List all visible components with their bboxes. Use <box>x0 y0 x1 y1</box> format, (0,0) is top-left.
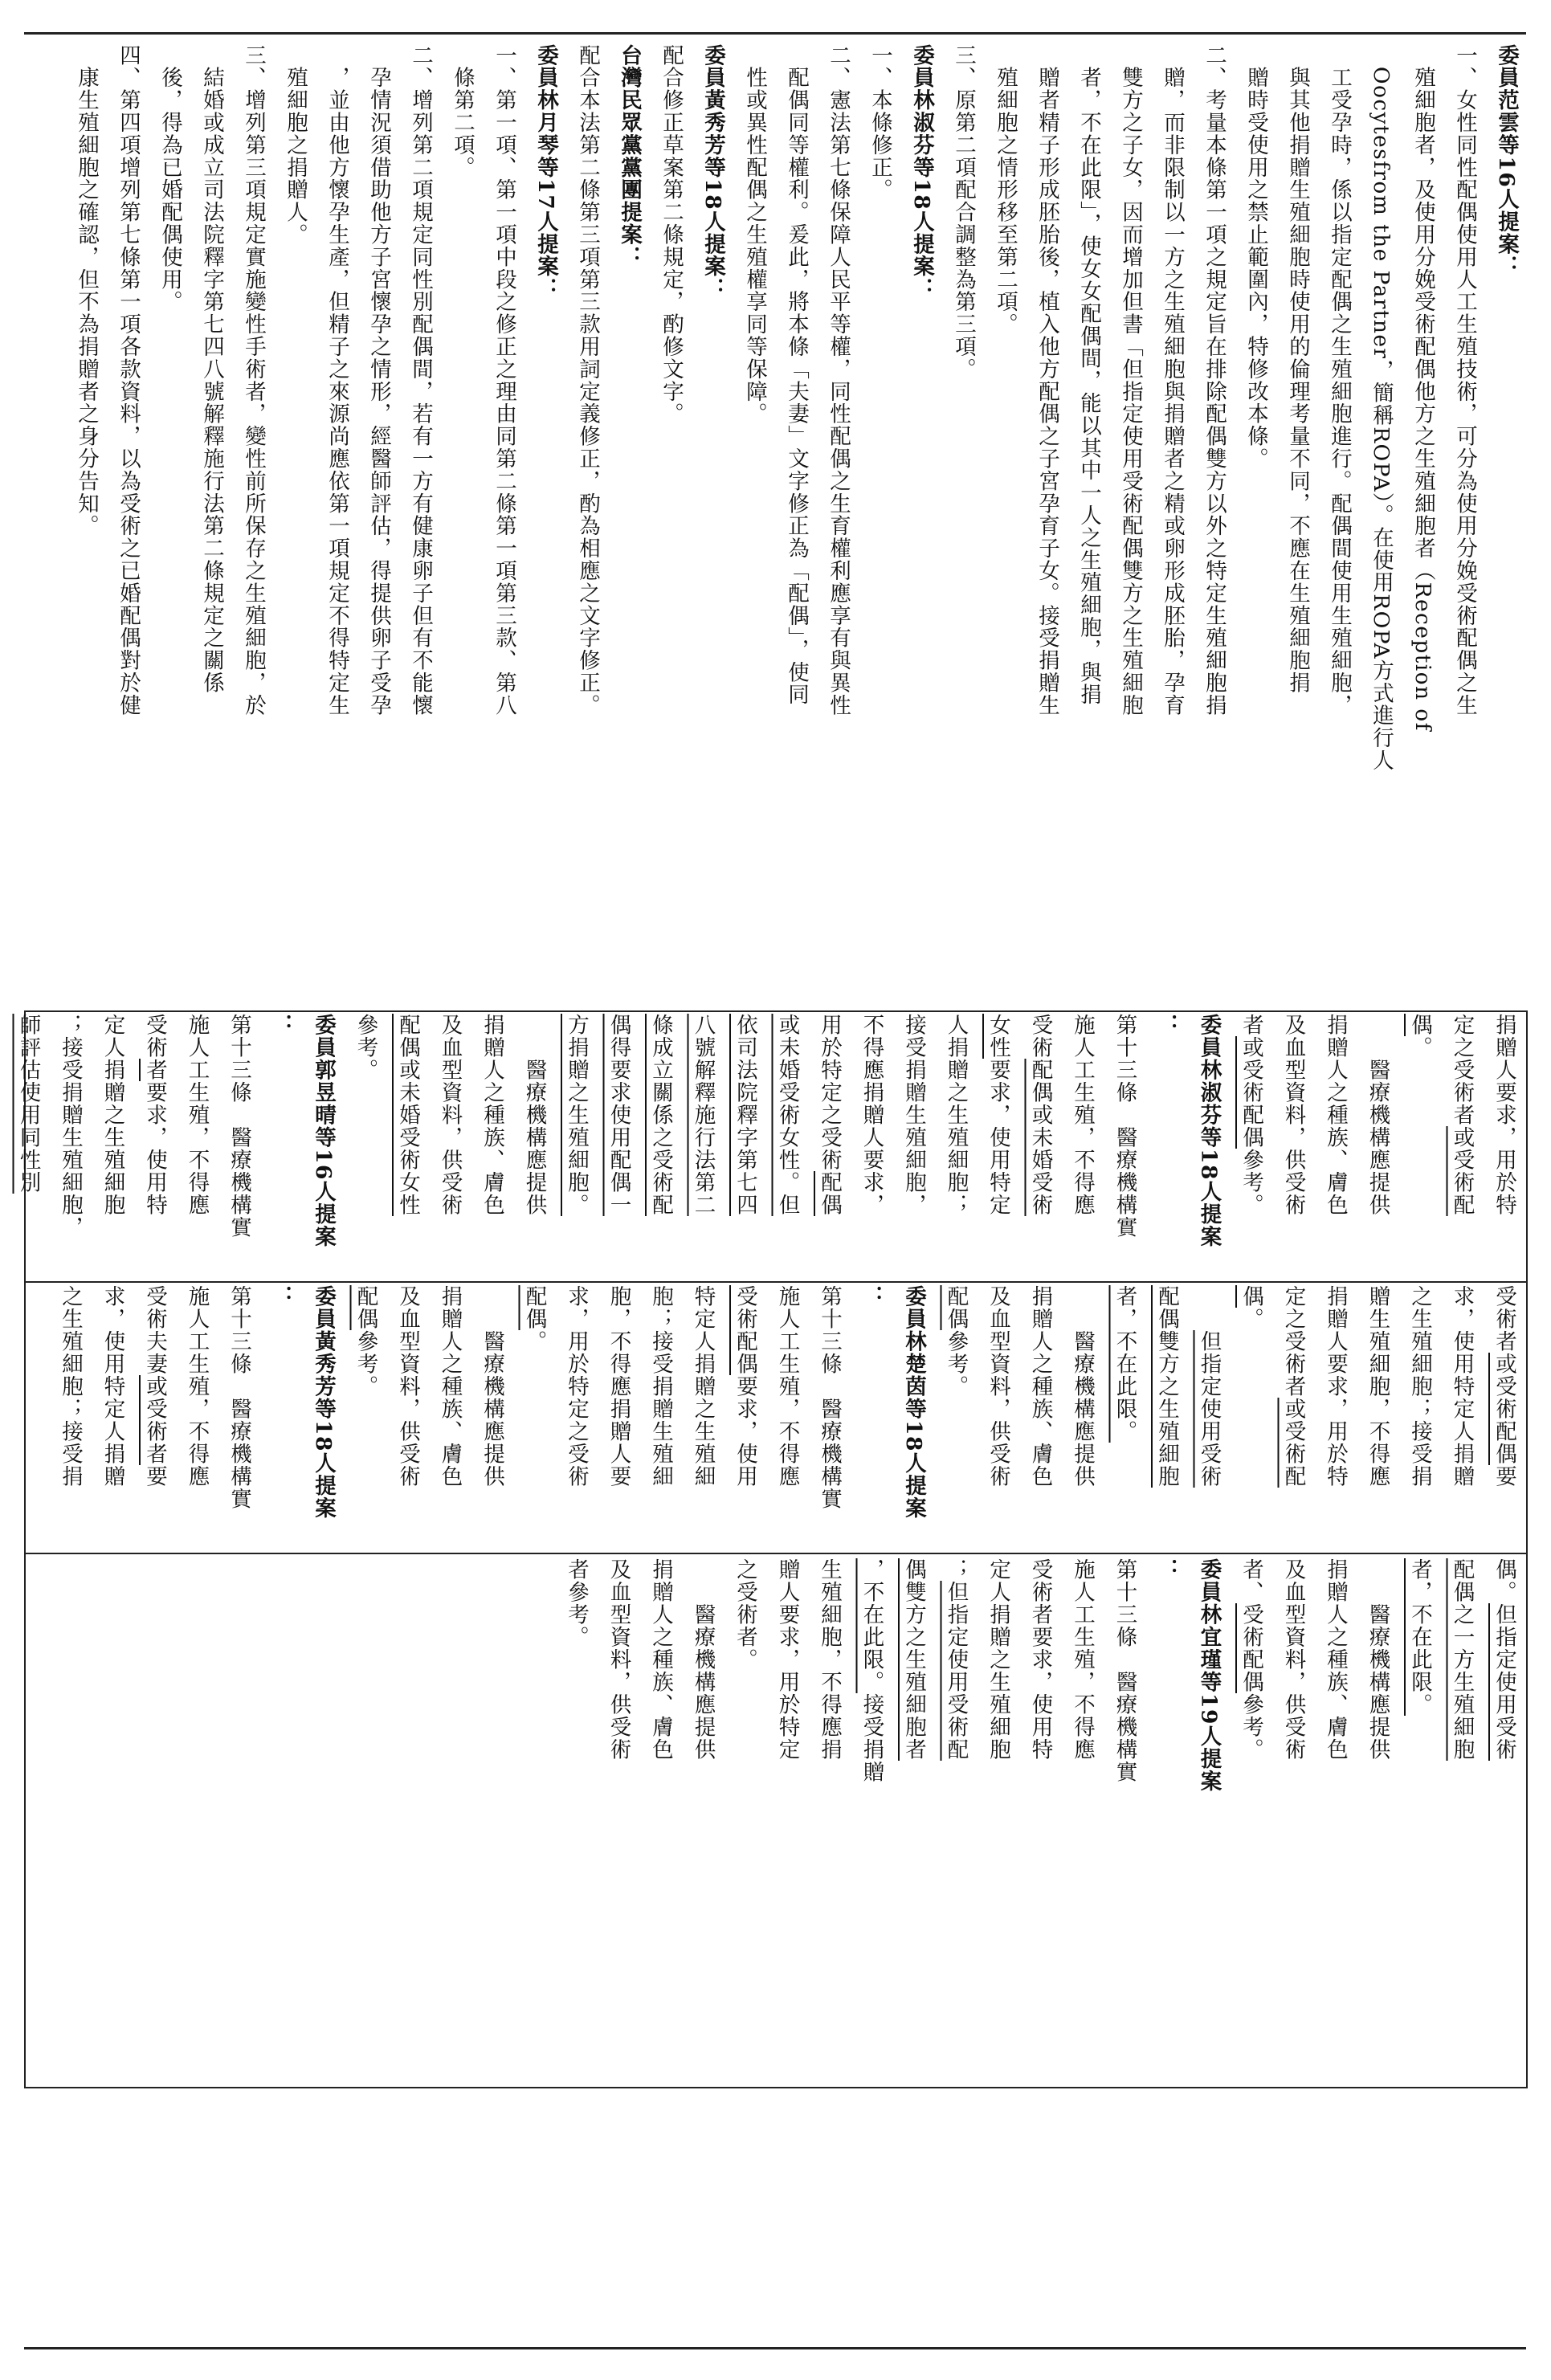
proposal-heading: 委員林宜瑾等19人提案 <box>1196 1558 1222 1793</box>
provision-line: 施人工生殖，不得應 <box>184 1014 210 1216</box>
provision-line: 贈人要求，用於特定 <box>774 1558 800 1761</box>
provision-line: 第十三條 醫療機構實 <box>1112 1558 1137 1783</box>
provision-line: 偶。 <box>1407 1014 1432 1059</box>
provision-line: 受術者要求，使用特 <box>142 1014 167 1216</box>
provision-line: 八號解釋施行法第二 <box>690 1014 716 1216</box>
proposal-heading: 委員郭昱晴等16人提案 <box>311 1014 336 1248</box>
provision-line: 特定人捐贈之生殖細 <box>690 1285 716 1488</box>
explanation-line: 與其他捐贈生殖細胞時使用的倫理考量不同，不應在生殖細胞捐 <box>1285 44 1310 695</box>
proposal-heading: 委員黃秀芳等18人提案： <box>700 44 725 300</box>
provision-line: 條成立關係之受術配 <box>648 1014 673 1216</box>
provision-line: 施人工生殖，不得應 <box>1070 1014 1095 1216</box>
provision-line: 及血型資料，供受術 <box>1280 1014 1306 1216</box>
provision-line: 配偶參考。 <box>943 1285 969 1398</box>
explanation-line: 孕情況須借助他方子宮懷孕之情形，經醫師評估，得提供卵子受孕 <box>366 44 391 716</box>
provision-line: 者或受術配偶參考。 <box>1239 1014 1263 1216</box>
explanation-line: 二、考量本條第一項之規定旨在排除配偶雙方以外之特定生殖細胞捐 <box>1202 44 1227 716</box>
explanation-line: 後，得為已婚配偶使用。 <box>157 44 182 313</box>
provision-line: 者參考。 <box>564 1558 589 1648</box>
provision-line: 第十三條 醫療機構實 <box>227 1014 251 1239</box>
provision-line: 捐贈人之種族、膚色 <box>480 1014 504 1216</box>
provision-line: 第十三條 醫療機構實 <box>817 1285 842 1510</box>
table-divider-2 <box>24 1281 1526 1283</box>
provision-line: 偶雙方之生殖細胞者 <box>901 1558 926 1761</box>
provision-line: 施人工生殖，不得應 <box>1070 1558 1095 1761</box>
provision-line: 及血型資料，供受術 <box>986 1285 1010 1488</box>
provision-line: 接受捐贈生殖細胞， <box>901 1014 926 1216</box>
provision-line: 及血型資料，供受術 <box>395 1285 420 1488</box>
provision-line: 求，使用特定人捐贈 <box>1449 1285 1475 1488</box>
provision-line: 求，用於特定之受術 <box>564 1285 589 1488</box>
provision-line: 捐贈人之種族、膚色 <box>1323 1558 1348 1761</box>
provision-line: 第十三條 醫療機構實 <box>1112 1014 1137 1239</box>
explanation-line: 三、增列第三項規定實施變性手術者，變性前所保存之生殖細胞，於 <box>241 44 266 716</box>
provision-line: 醫療機構應提供 <box>690 1558 716 1761</box>
provision-line: 但指定使用受術 <box>1196 1330 1222 1488</box>
explanation-line: ，並由他方懷孕生產，但精子之來源尚應依第一項規定不得特定生 <box>324 44 349 716</box>
provision-line: 醫療機構應提供 <box>1070 1285 1095 1488</box>
bottom-rule <box>24 2347 1526 2349</box>
provision-line: 依司法院釋字第七四 <box>733 1014 757 1216</box>
provision-line: 受術者或受術配偶要 <box>1492 1285 1516 1488</box>
provision-line: 配偶或未婚受術女性 <box>395 1014 420 1216</box>
explanation-line: 配合本法第二條第三項第三款用詞定義修正，酌為相應之文字修正。 <box>575 44 600 716</box>
provision-line: 施人工生殖，不得應 <box>774 1285 800 1488</box>
explanation-line: 結婚或成立司法院釋字第七四八號解釋施行法第二條規定之關係 <box>199 44 224 695</box>
explanation-panel <box>25 44 1527 992</box>
explanation-line: 三、原第二項配合調整為第三項。 <box>951 44 976 381</box>
explanation-line: 配合修正草案第二條規定，酌修文字。 <box>659 44 684 426</box>
provision-line: 捐贈人之種族、膚色 <box>648 1558 673 1761</box>
proposal-heading: ： <box>859 1285 884 1308</box>
provision-line: 或未婚受術女性。但 <box>774 1014 800 1216</box>
provision-line: 及血型資料，供受術 <box>1280 1558 1306 1761</box>
provision-line: 之生殖細胞；接受捐 <box>58 1285 83 1488</box>
explanation-line: 雙方之子女，因而增加但書「但指定使用受術配偶雙方之生殖細胞 <box>1118 44 1143 716</box>
proposal-heading: 委員林月琴等17人提案： <box>533 44 558 300</box>
proposal-heading: 委員林楚茵等18人提案 <box>901 1285 926 1520</box>
proposal-heading: 台灣民眾黨黨團提案： <box>617 44 642 268</box>
provision-line: 偶。 <box>1239 1285 1263 1330</box>
explanation-line: 一、女性同性配偶使用人工生殖技術，可分為使用分娩受術配偶之生 <box>1452 44 1477 716</box>
provision-line: 者，不在此限。 <box>1407 1558 1432 1716</box>
explanation-line: 四、第四項增列第七條第一項各款資料，以為受術之已婚配偶對於健 <box>116 44 141 716</box>
provision-line: 配偶雙方之生殖細胞 <box>1154 1285 1179 1488</box>
provision-line: 醫療機構應提供 <box>480 1285 504 1488</box>
provision-line: 者，不在此限。 <box>1112 1285 1137 1443</box>
provision-line: 胞，不得應捐贈人要 <box>606 1285 631 1488</box>
proposal-column-1 <box>26 1558 1524 2080</box>
table-bottom-border <box>24 2087 1526 2088</box>
table-right-border <box>1526 1010 1528 2088</box>
provision-line: 人捐贈之生殖細胞； <box>943 1014 969 1216</box>
explanation-line: 贈者精子形成胚胎後，植入他方配偶之子宮孕育子女。接受捐贈生 <box>1035 44 1059 716</box>
provision-line: 定之受術者或受術配 <box>1449 1014 1475 1216</box>
explanation-line: 工受孕時，係以指定配偶之生殖細胞進行。配偶間使用生殖細胞， <box>1327 44 1352 716</box>
provision-line: 捐贈人要求，用於特 <box>1323 1285 1348 1488</box>
provision-line: 配偶。 <box>521 1285 547 1353</box>
explanation-line: 殖細胞之捐贈人。 <box>283 44 308 247</box>
provision-line: 配偶之一方生殖細胞 <box>1449 1558 1475 1761</box>
provision-line: 受術者要求，使用特 <box>1027 1558 1053 1761</box>
provision-line <box>0 1014 6 1279</box>
proposal-heading: 委員林淑芬等18人提案 <box>1196 1014 1222 1248</box>
provision-line: 定人捐贈之生殖細胞 <box>986 1558 1010 1761</box>
proposal-heading: 委員林淑芬等18人提案： <box>909 44 934 300</box>
explanation-line: 二、憲法第七條保障人民平等權，同性配偶之生育權利應享有與異性 <box>826 44 851 716</box>
provision-line: 女性要求，使用特定 <box>986 1014 1010 1216</box>
provision-line: 受術配偶要求，使用 <box>733 1285 757 1488</box>
provision-line: 施人工生殖，不得應 <box>184 1285 210 1488</box>
proposal-column-3 <box>15 1014 1524 1279</box>
provision-line: 生殖細胞，不得應捐 <box>817 1558 842 1761</box>
proposal-heading: ： <box>268 1285 294 1308</box>
provision-line: 醫療機構應提供 <box>1365 1014 1390 1216</box>
provision-line: 配偶參考。 <box>353 1285 378 1398</box>
provision-line: 第十三條 醫療機構實 <box>227 1285 251 1510</box>
explanation-line: 康生殖細胞之確認，但不為捐贈者之身分告知。 <box>74 44 99 537</box>
top-rule <box>24 32 1526 35</box>
proposal-heading: ： <box>1154 1558 1179 1581</box>
provision-line: 用於特定之受術配偶 <box>817 1014 842 1216</box>
provision-line: 醫療機構應提供 <box>1365 1558 1390 1761</box>
provision-line: 捐贈人之種族、膚色 <box>1027 1285 1053 1488</box>
provision-line: 贈生殖細胞，不得應 <box>1365 1285 1390 1488</box>
provision-line: 偶得要求使用配偶一 <box>606 1014 631 1216</box>
provision-line: 偶。但指定使用受術 <box>1492 1558 1516 1761</box>
provision-line: 方捐贈之生殖細胞。 <box>564 1014 589 1216</box>
proposal-heading: ： <box>268 1014 294 1036</box>
explanation-line: 贈時受使用之禁止範圍內，特修改本條。 <box>1243 44 1268 471</box>
proposal-heading: ： <box>1154 1014 1179 1036</box>
provision-line: ，不在此限。接受捐贈 <box>859 1558 884 1783</box>
provision-line: 受術配偶或未婚受術 <box>1027 1014 1053 1216</box>
provision-line: 及血型資料，供受術 <box>606 1558 631 1761</box>
provision-line: 師評估使用同性別 <box>15 1014 41 1194</box>
provision-line: 之受術者。 <box>733 1558 757 1671</box>
provision-line: 求，使用特定人捐贈 <box>100 1285 125 1488</box>
provision-line: 參考。 <box>353 1014 378 1081</box>
provision-line: 捐贈人之種族、膚色 <box>437 1285 463 1488</box>
proposal-heading: 委員范雲等16人提案： <box>1494 44 1519 278</box>
provision-line: 及血型資料，供受術 <box>437 1014 463 1216</box>
explanation-line: 二、增列第二項規定同性別配偶間，若有一方有健康卵子但有不能懷 <box>408 44 433 716</box>
explanation-line: 條第二項。 <box>450 44 475 179</box>
explanation-line: 配偶同等權利。爰此，將本條「夫妻」文字修正為「配偶」，使同 <box>784 44 809 706</box>
provision-line: 受術夫妻或受術者要 <box>142 1285 167 1488</box>
provision-line: 定人捐贈之生殖細胞 <box>100 1014 125 1216</box>
table-top-border <box>24 1010 1526 1012</box>
explanation-line: Oocytesfrom the Partner，簡稱ROPA）。在使用ROPA方式進行人 <box>1369 44 1394 772</box>
provision-line: 胞；接受捐贈生殖細 <box>648 1285 673 1488</box>
explanation-line: 一、本條修正。 <box>867 44 892 202</box>
explanation-line: 性或異性配偶之生殖權享同等保障。 <box>742 44 767 426</box>
explanation-line: 一、第一項、第一項中段之修正之理由同第二條第一項第三款、第八 <box>492 44 516 716</box>
proposal-column-2 <box>26 1285 1524 1550</box>
explanation-line: 贈，而非限制以一方之生殖細胞與捐贈者之精或卵形成胚胎，孕育 <box>1160 44 1185 716</box>
provision-line: ；接受捐贈生殖細胞， <box>58 1014 83 1239</box>
table-divider-1 <box>24 1553 1526 1554</box>
provision-line: ；但指定使用受術配 <box>943 1558 969 1761</box>
explanation-line: 殖細胞者，及使用分娩受術配偶他方之生殖細胞者（Reception of <box>1410 44 1435 732</box>
provision-line: 不得應捐贈人要求， <box>859 1014 884 1216</box>
provision-line: 之生殖細胞；接受捐 <box>1407 1285 1432 1488</box>
provision-line: 捐贈人之種族、膚色 <box>1323 1014 1348 1216</box>
explanation-line: 者，不在此限」，使女女配偶間，能以其中一人之生殖細胞，與捐 <box>1076 44 1101 706</box>
provision-line: 者、受術配偶參考。 <box>1239 1558 1263 1761</box>
provision-line: 定之受術者或受術配 <box>1280 1285 1306 1488</box>
explanation-line: 殖細胞之情形移至第二項。 <box>993 44 1018 336</box>
provision-line: 醫療機構應提供 <box>521 1014 547 1216</box>
proposal-heading: 委員黃秀芳等18人提案 <box>311 1285 336 1520</box>
provision-line: 捐贈人要求，用於特 <box>1492 1014 1516 1216</box>
